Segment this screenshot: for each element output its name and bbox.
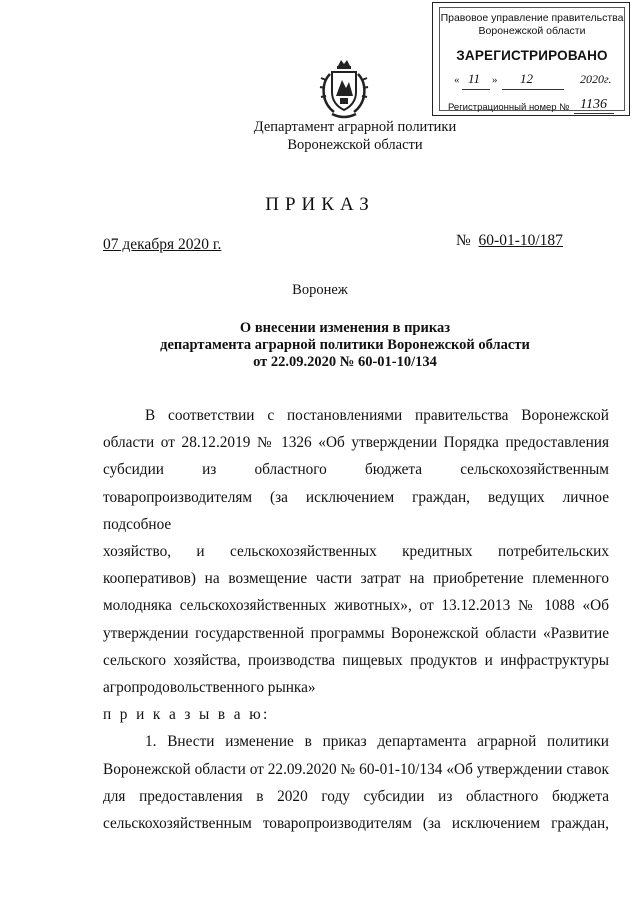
body-line: утверждении государственной программы Воронежской области «Развитие — [103, 624, 609, 642]
stamp-status: ЗАРЕГИСТРИРОВАНО — [456, 48, 608, 63]
stamp-org-line1: Правовое управление правительства — [440, 12, 624, 24]
order-number — [456, 232, 563, 250]
city-name: Воронеж — [292, 282, 348, 298]
body-line: сельскохозяйственным товаропроизводителям (за исключением граждан, — [103, 815, 609, 833]
body-line: субсидии из областного бюджета сельскохозяйственным — [103, 461, 609, 479]
stamp-inner-frame — [439, 7, 625, 111]
subject-line3: от 22.09.2020 № 60-01-10/134 — [253, 354, 437, 370]
body-line: кооперативов) на возмещение части затрат на приобретение племенного — [103, 570, 609, 588]
body-line: 1. Внести изменение в приказ департамента аграрной политики — [145, 733, 609, 751]
department-line2: Воронежской области — [287, 137, 423, 153]
body-line: молодняка сельскохозяйственных животных», от 13.12.2013 № 1088 «Об — [103, 597, 609, 615]
body-line: В соответствии с постановлениями правительства Воронежской — [145, 407, 609, 424]
order-word: п р и к а з ы в а ю: — [103, 706, 270, 724]
order-subject — [140, 320, 550, 371]
order-date: 07 декабря 2020 г. — [103, 236, 222, 253]
body-line: хозяйство, и сельскохозяйственных кредитных потребительских — [103, 543, 609, 561]
body-line: агропродовольственного рынка» — [103, 679, 316, 697]
body-line: сельского хозяйства, производства пищевых продуктов и инфраструктуры — [103, 651, 609, 669]
document-type-title: ПРИКАЗ — [265, 194, 375, 215]
stamp-organization — [440, 12, 624, 38]
stamp-day: 11 — [468, 71, 481, 86]
registration-stamp — [432, 2, 630, 116]
department-name — [240, 118, 470, 154]
stamp-reg-label: Регистрационный номер № — [448, 102, 570, 113]
stamp-month: 12 — [520, 71, 533, 86]
body-line: области от 28.12.2019 № 1326 «Об утверждении Порядка предоставления — [103, 434, 609, 452]
order-number-value: 60-01-10/187 — [478, 232, 563, 249]
subject-line2: департамента аграрной политики Воронежской области — [160, 337, 530, 353]
stamp-year: 2020г. — [580, 72, 612, 86]
body-line: Воронежской области от 22.09.2020 № 60-01-10/134 «Об утверждении ставок — [103, 760, 609, 778]
stamp-reg-number-row — [448, 97, 618, 113]
body-line: для предоставления в 2020 году субсидии из областного бюджета — [103, 787, 609, 805]
stamp-reg-number: 1136 — [580, 97, 607, 112]
stamp-org-line2: Воронежской области — [478, 25, 586, 37]
order-number-label: № — [456, 232, 471, 249]
order-body — [103, 402, 609, 837]
body-line: товаропроизводителям (за исключением граждан, ведущих личное подсобное — [103, 488, 609, 533]
stamp-date: « 11 » 12 2020г. — [454, 74, 618, 90]
department-line1: Департамент аграрной политики — [253, 119, 457, 135]
subject-line1: О внесении изменения в приказ — [239, 320, 451, 336]
coat-of-arms-icon — [318, 58, 370, 120]
